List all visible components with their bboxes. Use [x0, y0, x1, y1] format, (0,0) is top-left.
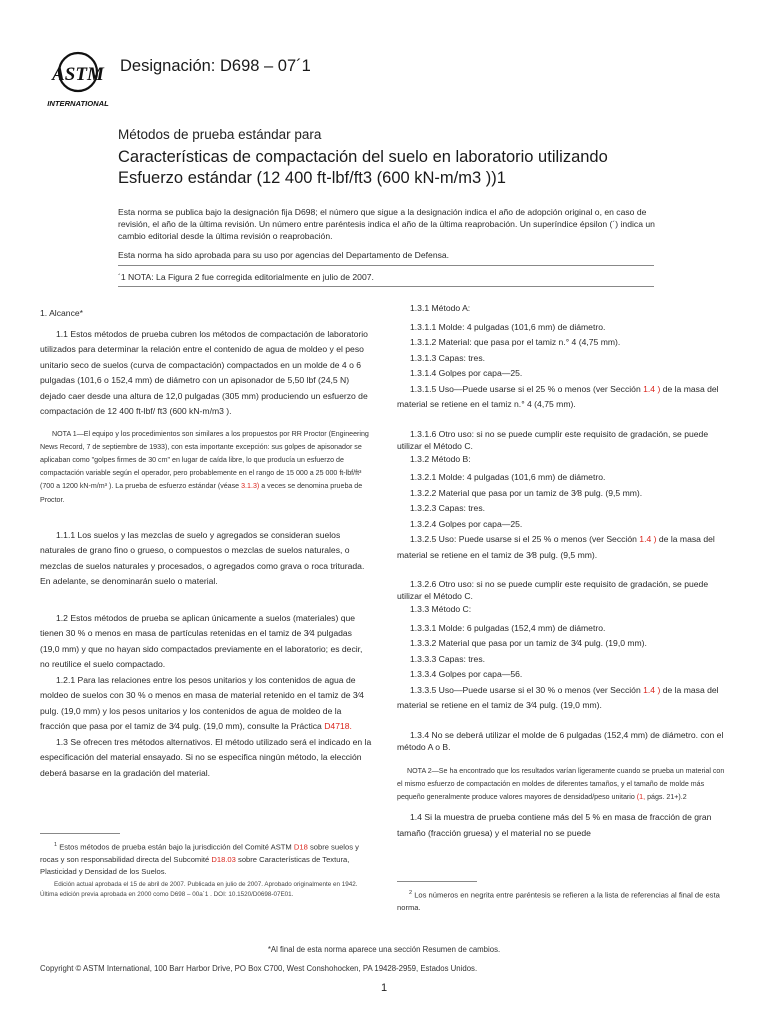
method-b-heading: 1.3.2 Método B: — [410, 453, 471, 464]
footnote-1-last-edition: Última edición previa aprobada en 2000 como D698 – 00a´1 . DOI: 10.1520/D0698-07E01. — [40, 891, 294, 899]
copyright: Copyright © ASTM International, 100 Barr Harbor Drive, PO Box C700, West Conshohocken, PA 19428-2959, Estados Unidos. — [40, 964, 478, 973]
method-b-mold: 1.3.2.1 Molde: 4 pulgadas (101,6 mm) de diámetro. — [410, 472, 606, 482]
method-b-other-use: 1.3.2.6 Otro uso: si no se puede cumplir este requisito de gradación, se puede utilizar el Método C. — [397, 579, 709, 601]
paragraph-1-1-1: 1.1.1 Los suelos y las mezclas de suelo y agregados se consideran suelos naturales de grano fino o grueso, o compuestos o mezclas de suelos naturales, o mezclas de suelos naturales y procesados, o agregados como grava o roca triturada. En adelante, se denominarán suelo o material. — [40, 529, 365, 587]
method-c-heading: 1.3.3 Método C: — [410, 604, 472, 614]
footnote-2-marker: 2 — [409, 890, 413, 896]
page-number: 1 — [380, 982, 388, 994]
footnote-divider-left — [40, 833, 120, 834]
paragraph-1-3: 1.3 Se ofrecen tres métodos alternativos. El método utilizado será el indicado en la especificación del material ensayado. Si no se especifica ningún método, la elección deberá basarse en la gradación del material. — [40, 736, 372, 778]
method-b-layers: 1.3.2.3 Capas: tres. — [410, 503, 485, 513]
ref-1-link[interactable]: (1, — [636, 792, 646, 801]
ref-3-1-3-link[interactable]: 3.1.3) — [241, 482, 260, 491]
astm-logo — [44, 50, 112, 108]
logo-subtext: INTERNATIONAL — [47, 99, 109, 108]
ref-1-4-link[interactable]: 1.4 ) — [643, 684, 661, 695]
paragraph-1-2: 1.2 Estos métodos de prueba se aplican únicamente a suelos (materiales) que tienen 30 % o menos en masa de partículas retenidas en el tamiz de 3⁄4 pulgadas (19,0 mm) y que no hayan sido compactados previamente en el laboratorio; es decir, no reutilice el suelo compactado. — [40, 612, 363, 670]
ref-d18-03-link[interactable]: D18.03 — [211, 854, 236, 864]
paragraph-1-2-1: 1.2.1 Para las relaciones entre los pesos unitarios y los contenidos de agua de moldeo de suelos con 30 % o menos en masa de material retenido en el tamiz de 3⁄4 pulg. (19,0 mm) y los pesos unitarios y los contenidos de agua de moldeo de la fracción que pasa por el tamiz de 3⁄4 pulg. (19,0 mm), consulte la Práctica D4718. — [40, 674, 364, 732]
intro-paragraph-1: Esta norma se publica bajo la designación fija D698; el número que sigue a la designación indica el año de adopción original o, en caso de revisión, el año de la última revisión. Un número entre paréntesis indica el año de la última reaprobación. Un superíndice épsilon (´) indica un cambio editorial desde la última revisión o reaprobación. — [118, 207, 655, 242]
document-title — [118, 147, 638, 189]
astm-logo-icon — [44, 50, 112, 108]
method-b-blows: 1.3.2.4 Golpes por capa—25. — [410, 518, 523, 529]
intro-divider-bottom — [118, 286, 654, 287]
method-a-mold: 1.3.1.1 Molde: 4 pulgadas (101,6 mm) de diámetro. — [410, 321, 606, 332]
document-subtitle: Métodos de prueba estándar para — [118, 127, 322, 142]
ref-d4718-link[interactable]: D4718. — [324, 721, 352, 732]
footnote-1-edition: Edición actual aprobada el 15 de abril de 2007. Publicada en julio de 2007. Aprobado originalmente en 1942. — [54, 880, 358, 888]
method-b-use: 1.3.2.5 Uso: Puede usarse si el 25 % o menos (ver Sección 1.4 ) de la masa del material se retiene en el tamiz de 3⁄8 pulg. (9,5 mm). — [397, 534, 715, 560]
method-c-blows: 1.3.3.4 Golpes por capa—56. — [410, 669, 523, 679]
intro-paragraph-2: Esta norma ha sido aprobada para su uso por agencias del Departamento de Defensa. — [118, 250, 450, 260]
method-c-use: 1.3.3.5 Uso—Puede usarse si el 30 % o menos (ver Sección 1.4 ) de la masa del material se retiene en el tamiz de 3⁄4 pulg. (19,0 mm). — [397, 684, 719, 710]
method-a-use: 1.3.1.5 Uso—Puede usarse si el 25 % o menos (ver Sección 1.4 ) de la masa del material se retiene en el tamiz n.° 4 (4,75 mm). — [397, 383, 719, 409]
method-a-blows: 1.3.1.4 Golpes por capa—25. — [410, 368, 523, 378]
method-a-other-use: 1.3.1.6 Otro uso: si no se puede cumplir este requisito de gradación, se puede utilizar el Método C. — [397, 428, 709, 451]
title-line-2: Esfuerzo estándar (12 400 ft-lbf/ft3 (600 kN-m/m3 ))1 — [118, 169, 506, 187]
summary-note: *Al final de esta norma aparece una sección Resumen de cambios. — [267, 945, 501, 954]
ref-d18-link[interactable]: D18 — [293, 842, 308, 852]
paragraph-1-4: 1.4 Si la muestra de prueba contiene más del 5 % en masa de fracción de gran tamaño (fracción gruesa) y el material no se puede — [397, 812, 712, 838]
method-c-material: 1.3.3.2 Material que pasa por un tamiz de 3⁄4 pulg. (19,0 mm). — [410, 638, 647, 648]
logo-text: ASTM — [52, 64, 104, 85]
note-2: NOTA 2—Se ha encontrado que los resultados varían ligeramente cuando se prueba un material con el mismo esfuerzo de compactación en moldes de diferentes tamaños, y el tamaño de molde más pequeño generalmente produce valores mayores de densidad/peso unitario (1, págs. 21+).2 — [397, 766, 725, 801]
footnote-1-marker: 1 — [54, 842, 58, 848]
note-1: NOTA 1—El equipo y los procedimientos son similares a los propuestos por RR Proctor (Engineering News Record, 7 de septiembre de 1933), con esta importante excepción: sus golpes de apisonador se aplicaban como "golpes firmes de 30 cm" en lugar de caída libre, lo que producía un esfuerzo de compactación variable según el operador, pero probablemente en el rango de 15 000 a 25 000 ft-lbf/ft³ (700 a 1200 kN-m/m³ ). La prueba de esfuerzo estándar (véase 3.1.3) a veces se denomina prueba de Proctor. — [40, 429, 369, 504]
method-a-layers: 1.3.1.3 Capas: tres. — [410, 352, 485, 363]
right-column — [397, 301, 731, 841]
epsilon-note: ´1 NOTA: La Figura 2 fue corregida editorialmente en julio de 2007. — [118, 272, 374, 282]
method-a-heading: 1.3.1 Método A: — [410, 303, 471, 313]
method-c-layers: 1.3.3.3 Capas: tres. — [410, 653, 485, 664]
paragraph-1-3-4: 1.3.4 No se deberá utilizar el molde de 6 pulgadas (152,4 mm) de diámetro. con el método A o B. — [397, 729, 724, 752]
footnote-divider-right — [397, 881, 477, 882]
section-1-heading: 1. Alcance* — [40, 308, 83, 318]
method-c-mold: 1.3.3.1 Molde: 6 pulgadas (152,4 mm) de diámetro. — [410, 622, 606, 633]
footnote-2: $^2$ Los números en negrita entre paréntesis se refieren a la lista de referencias al final de esta norma. — [397, 890, 720, 912]
footnote-1: $^1$ Estos métodos de prueba están bajo la jurisdicción del Comité ASTM D18 sobre suelos y rocas y son responsabilidad directa del Subcomité D18.03 sobre Características de Textura, Plasticidad y Densidad de los Suelos. Edición actual aprobada el 15 de abril de 2007. Publicada en julio de 2007. Aprobado originalmente en 1942. Última edición previa aprobada en 2000 como D698 – 00a´1 . DOI: 10.1520/D0698-07E01. — [40, 839, 373, 901]
designation: Designación: D698 – 07´1 — [120, 57, 311, 75]
title-line-1: Características de compactación del suelo en laboratorio utilizando — [118, 148, 608, 166]
method-a-material: 1.3.1.2 Material: que pasa por el tamiz n.° 4 (4,75 mm). — [410, 337, 621, 347]
intro-divider-top — [118, 265, 654, 266]
ref-1-4-link[interactable]: 1.4 ) — [643, 383, 661, 394]
ref-1-4-link[interactable]: 1.4 ) — [639, 534, 657, 544]
paragraph-1-1: 1.1 Estos métodos de prueba cubren los métodos de compactación de laboratorio utilizados para determinar la relación entre el contenido de agua de moldeo y el peso unitario seco de suelos (curva de compactación) compactados en un molde de 4 o 6 pulgadas (101,6 o 152,4 mm) de diámetro con un apisonador de 5,50 lbf (24,5 N) dejado caer desde una altura de 12,0 pulgadas (305 mm) produciendo un esfuerzo de compactación de 12 400 ft-lbf/ ft3 (600 kN-m/m3 ). — [40, 328, 368, 416]
method-b-material: 1.3.2.2 Material que pasa por un tamiz de 3⁄8 pulg. (9,5 mm). — [410, 487, 643, 498]
left-column — [40, 306, 373, 781]
